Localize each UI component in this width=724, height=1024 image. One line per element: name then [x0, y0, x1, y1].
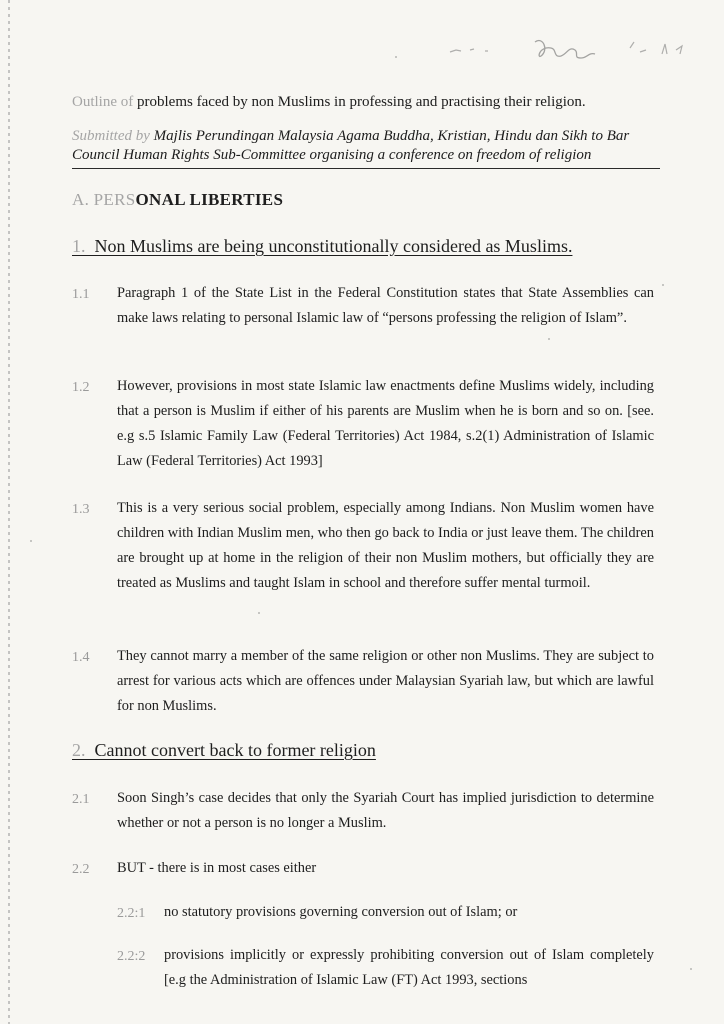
paragraph-1-1: Paragraph 1 of the State List in the Federal Constitution states that State Assemblies can make laws relating to personal Islamic law of “persons professing the religion of Islam”.	[117, 285, 654, 326]
scan-edge-artifact	[8, 0, 10, 1024]
section-a-rest: ONAL LIBERTIES	[135, 190, 284, 209]
document-outline-title	[72, 94, 586, 111]
outline-text: problems faced by non Muslims in professing and practising their religion.	[133, 94, 586, 110]
subpara-number: 2.2:1	[117, 906, 146, 921]
para-number: 1.3	[72, 502, 90, 517]
paragraph-2-2: BUT - there is in most cases either	[117, 860, 317, 876]
subpara-number: 2.2:2	[117, 949, 146, 964]
subparagraph-2-2-2: provisions implicitly or expressly prohibiting conversion out of Islam completely [e.g the Administration of Islamic Law (FT) Act 1993, sections	[164, 947, 654, 988]
section-a-heading	[72, 190, 283, 210]
section-2-heading	[72, 740, 376, 761]
para-number: 2.2	[72, 862, 90, 877]
paragraph-1-3: This is a very serious social problem, especially among Indians. Non Muslim women have children with Indian Muslim men, who then go back to India or just leave them. The children are brought up at home in the religion of their non Muslim mothers, but officially they are treated as Muslims and taught Islam in school and therefore suffer mental turmoil.	[117, 500, 654, 591]
para-number: 2.1	[72, 792, 90, 807]
section-1-number: 1.	[72, 236, 86, 256]
outline-faint-text: Outline of	[72, 94, 134, 110]
handwritten-scribble	[440, 30, 710, 70]
scan-speck	[30, 540, 32, 542]
submitted-by-line	[72, 127, 662, 165]
scan-speck	[548, 338, 550, 340]
para-number: 1.2	[72, 380, 90, 395]
section-a-prefix: A. PERS	[72, 190, 136, 209]
para-number: 1.1	[72, 287, 90, 302]
paragraph-1-4: They cannot marry a member of the same religion or other non Muslims. They are subject to arrest for various acts which are offences under Malaysian Syariah law, but which are lawful for non Muslims.	[117, 648, 654, 714]
submitted-text: Majlis Perundingan Malaysia Agama Buddha, Kristian, Hindu dan Sikh to Bar Council Human Rights Sub-Committee organising a conference on freedom of religion	[72, 128, 630, 163]
paragraph-2-1: Soon Singh’s case decides that only the Syariah Court has implied jurisdiction to determine whether or not a person is no longer a Muslim.	[117, 790, 654, 831]
section-2-title: Cannot convert back to former religion	[94, 740, 376, 760]
scan-speck	[395, 56, 397, 58]
subparagraph-2-2-1: no statutory provisions governing conversion out of Islam; or	[164, 904, 518, 920]
para-number: 1.4	[72, 650, 90, 665]
scan-speck	[258, 612, 260, 614]
paragraph-1-2: However, provisions in most state Islamic law enactments define Muslims widely, including that a person is Muslim if either of his parents are Muslim when he is born and so on. [see. e.g s.5 Islamic Family Law (Federal Territories) Act 1984, s.2(1) Administration of Islamic Law (Federal Territories) Act 1993]	[117, 378, 654, 469]
section-1-title: Non Muslims are being unconstitutionally considered as Muslims.	[94, 236, 573, 256]
scan-speck	[662, 284, 664, 286]
submitted-faint-text: Submitted by	[72, 128, 150, 144]
section-1-heading	[72, 236, 572, 257]
header-divider	[72, 168, 660, 169]
scan-speck	[690, 968, 692, 970]
section-2-number: 2.	[72, 740, 86, 760]
